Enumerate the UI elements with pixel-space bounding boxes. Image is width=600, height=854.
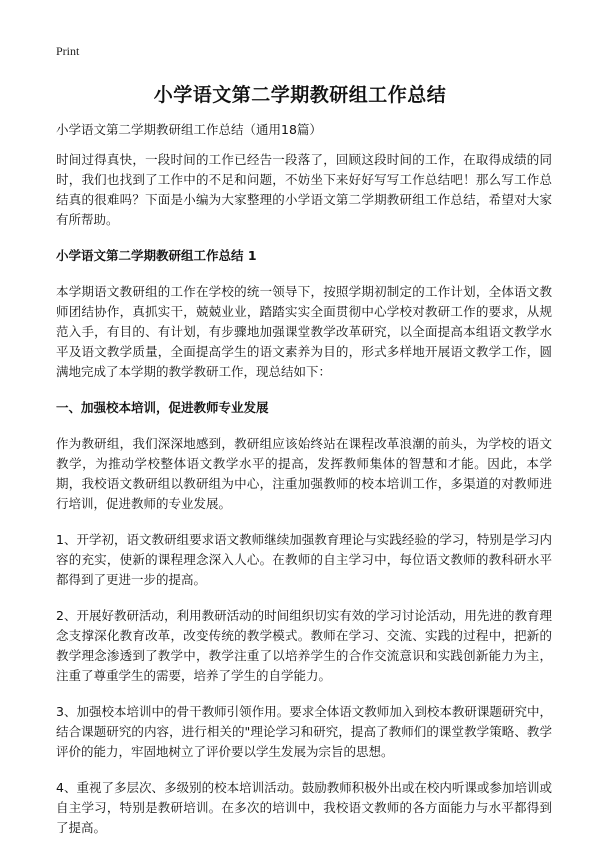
document-subtitle: 小学语文第二学期教研组工作总结（通用18篇）	[56, 122, 322, 137]
list-item-1: 1、开学初，语文教研组要求语文教师继续加强教育理论与实践经验的学习，特别是学习内容的充实，使新的课程理念深入人心。在教师的自主学习中，每位语文教师的教科研水平都得到了更进一步的提高。	[56, 532, 552, 587]
section-intro-paragraph: 本学期语文教研组的工作在学校的统一领导下，按照学期初制定的工作计划，全体语文教师团结协作，真抓实干，兢兢业业，踏踏实实全面贯彻中心学校对教研工作的要求，从规范入手，有目的、有计划，有步骤地加强课堂教学改革研究，以全面提高本组语文教学水平及语文教学质量，全面提高学生的语文素养为目的，形式多样地开展语文教学工作，圆满地完成了本学期的教学教研工作，现总结如下：	[56, 284, 552, 379]
list-item-2: 2、开展好教研活动，利用教研活动的时间组织切实有效的学习讨论活动，用先进的教育理念支撑深化教育改革，改变传统的教学模式。教师在学习、交流、实践的过程中，把新的教学理念渗透到了教学中，教学注重了以培养学生的合作交流意识和实践创新能力为主，注重了尊重学生的需要，培养了学生的自学能力。	[56, 608, 552, 683]
list-item-4: 4、重视了多层次、多级别的校本培训活动。鼓励教师积极外出或在校内听课或参加培训或自主学习，特别是教研培训。在多次的培训中，我校语文教师的各方面能力与水平都得到了提高。	[56, 780, 552, 835]
section-title: 小学语文第二学期教研组工作总结 1	[56, 248, 257, 263]
document-body	[56, 120, 552, 854]
print-label[interactable]: Print	[56, 44, 80, 58]
list-item-3: 3、加强校本培训中的骨干教师引领作用。要求全体语文教师加入到校本教研课题研究中，结合课题研究的内容，进行相关的"理论学习和研究，提高了教师们的课堂教学策略、教学评价的能力，牢固地树立了评价要以学生发展为宗旨的思想。	[56, 704, 552, 759]
heading-1: 一、加强校本培训，促进教师专业发展	[56, 400, 269, 415]
page-title: 小学语文第二学期教研组工作总结	[153, 84, 447, 106]
paragraph-1: 作为教研组，我们深深地感到，教研组应该始终站在课程改革浪潮的前头，为学校的语文教学，为推动学校整体语文教学水平的提高，发挥教师集体的智慧和才能。因此，本学期，我校语文教研组以教研组为中心，注重加强教师的校本培训工作，多渠道的对教师进行培训，促进教师的专业发展。	[56, 436, 552, 511]
intro-paragraph: 时间过得真快，一段时间的工作已经告一段落了，回顾这段时间的工作，在取得成绩的同时，我们也找到了工作中的不足和问题，不妨坐下来好好写写工作总结吧！那么写工作总结真的很难吗？下面是小编为大家整理的小学语文第二学期教研组工作总结，希望对大家有所帮助。	[56, 152, 552, 227]
